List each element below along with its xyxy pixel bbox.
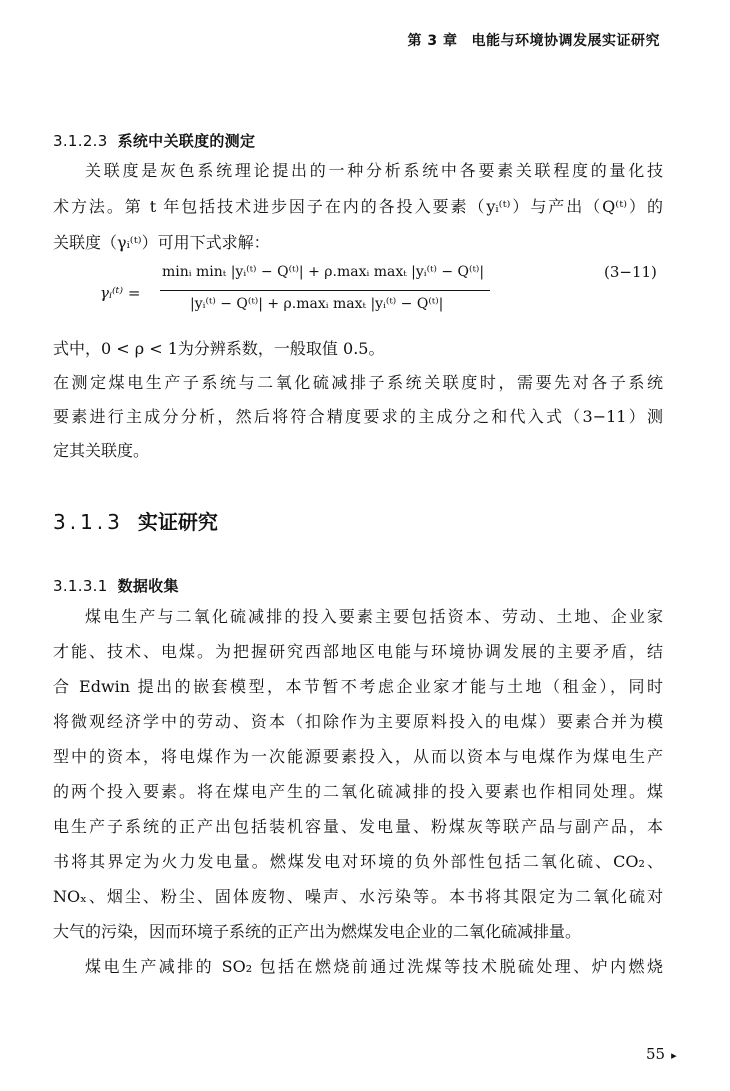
formula-lhs: γᵢ⁽ᵗ⁾ =: [100, 284, 141, 302]
formula-numerator: minᵢ minₜ |yᵢ⁽ᵗ⁾ − Q⁽ᵗ⁾| + ρ.maxᵢ maxₜ |yᵢ⁽ᵗ⁾ − Q⁽ᵗ⁾|: [162, 264, 485, 280]
heading-title: 实证研究: [137, 510, 218, 534]
paragraph-line: 煤电生产与二氧化硫减排的投入要素主要包括资本、劳动、土地、企业家: [85, 607, 663, 626]
heading-3-1-2-3: [53, 130, 255, 151]
paragraph-line: 式中，0 < ρ < 1为分辨系数，一般取值 0.5。: [53, 339, 385, 358]
paragraph-line: 术方法。第 t 年包括技术进步因子在内的各投入要素（yᵢ⁽ᵗ⁾）与产出（Q⁽ᵗ⁾）的: [53, 197, 663, 216]
paragraph-line: 定其关联度。: [53, 441, 150, 460]
paragraph-line: 在测定煤电生产子系统与二氧化硫减排子系统关联度时，需要先对各子系统: [53, 373, 663, 392]
heading-3-1-3: [53, 506, 218, 535]
equation-number: (3−11): [604, 263, 657, 281]
formula-3-11: [100, 262, 520, 332]
paragraph-line: 要素进行主成分分析，然后将符合精度要求的主成分之和代入式（3−11）测: [53, 407, 663, 426]
paragraph-line: 将微观经济学中的劳动、资本（扣除作为主要原料投入的电煤）要素合并为模: [53, 712, 663, 731]
paragraph-line: 的两个投入要素。将在煤电产生的二氧化硫减排的投入要素也作相同处理。煤: [53, 782, 663, 801]
paragraph-line: 才能、技术、电煤。为把握研究西部地区电能与环境协调发展的主要矛盾，结: [53, 642, 663, 661]
heading-title: 系统中关联度的测定: [117, 132, 256, 150]
page-number: [646, 1045, 677, 1063]
paragraph-line: 煤电生产减排的 SO₂ 包括在燃烧前通过洗煤等技术脱硫处理、炉内燃烧: [85, 957, 663, 976]
chapter-title: 电能与环境协调发展实证研究: [471, 33, 660, 49]
heading-number: 3.1.3: [53, 510, 124, 534]
heading-3-1-3-1: [53, 575, 179, 596]
paragraph-line: 关联度（γᵢ⁽ᵗ⁾）可用下式求解：: [53, 233, 270, 252]
fraction-bar: [160, 290, 490, 291]
next-arrow-icon: ▸: [671, 1049, 677, 1062]
formula-denominator: |yᵢ⁽ᵗ⁾ − Q⁽ᵗ⁾| + ρ.maxᵢ maxₜ |yᵢ⁽ᵗ⁾ − Q⁽ᵗ⁾|: [190, 296, 444, 312]
paragraph-line: 型中的资本，将电煤作为一次能源要素投入，从而以资本与电煤作为煤电生产: [53, 747, 663, 766]
heading-number: 3.1.2.3: [53, 132, 108, 150]
heading-number: 3.1.3.1: [53, 577, 108, 595]
running-header: [408, 30, 661, 50]
paragraph-line: 书将其界定为火力发电量。燃煤发电对环境的负外部性包括二氧化硫、CO₂、: [53, 852, 663, 871]
chapter-number: 第 3 章: [407, 33, 458, 49]
paragraph-line: 关联度是灰色系统理论提出的一种分析系统中各要素关联程度的量化技: [85, 161, 663, 180]
paragraph-line: 合 Edwin 提出的嵌套模型，本节暂不考虑企业家才能与土地（租金），同时: [53, 677, 663, 696]
paragraph-line: 电生产子系统的正产出包括装机容量、发电量、粉煤灰等联产品与副产品，本: [53, 817, 663, 836]
paragraph-line: NOₓ、烟尘、粉尘、固体废物、噪声、水污染等。本书将其限定为二氧化硫对: [53, 887, 663, 906]
paragraph-line: 大气的污染，因而环境子系统的正产出为燃煤发电企业的二氧化硫减排量。: [53, 922, 582, 941]
heading-title: 数据收集: [117, 577, 179, 595]
page-number-text: 55: [646, 1045, 666, 1063]
